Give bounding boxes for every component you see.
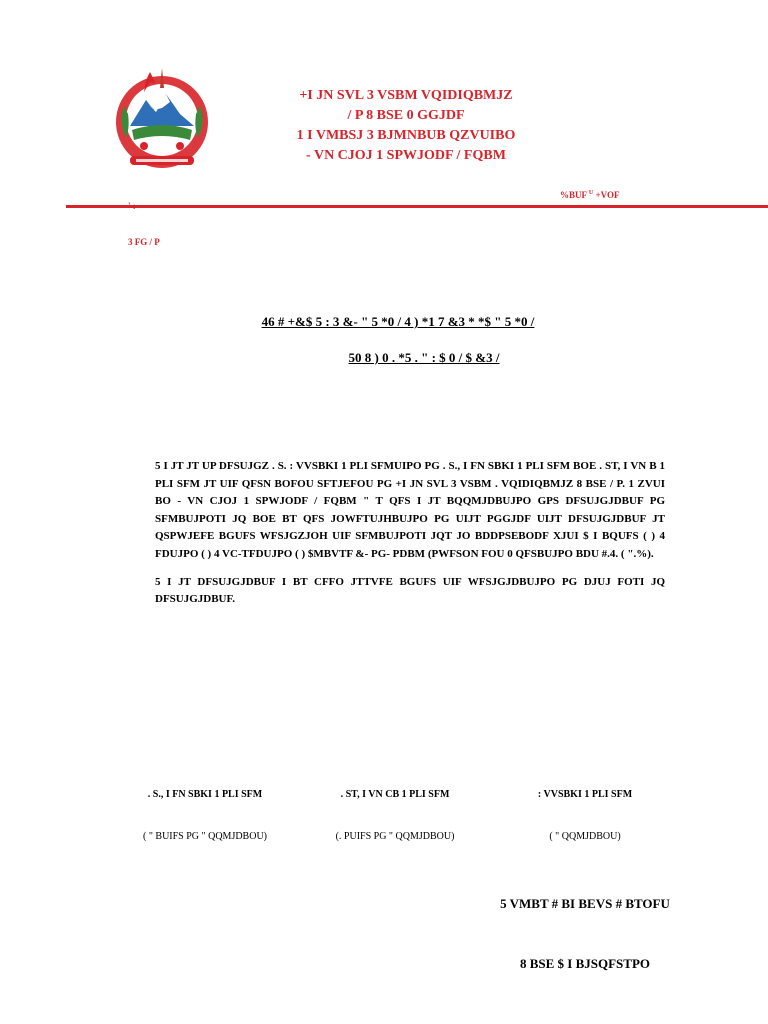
signatory-relation: ( " QQMJDBOU) (549, 831, 621, 842)
issuer-name: 5 VMBT # BI BEVS # BTOFU (500, 896, 670, 911)
nepal-emblem-icon (110, 66, 214, 176)
certificate-title: 46 # +&$ 5 : 3 &- " 5 *0 / 4 ) *1 7 &3 * *$ " 5 *0 / (261, 314, 535, 329)
reference-number-label: 3 FG / P (128, 237, 160, 247)
body-paragraph-1: 5 I JT JT UP DFSUJGZ . S. : VVSBKI 1 PLI SFMUIPO PG . S., I FN SBKI 1 PLI SFM BOE . ST, I VN B 1 PLI SFM JT UIF QFSN BOFOU SFTJEFOU PG +I JN SVL 3 VSBM . VQIDIQBMJZ 8 BSE / P. 1 ZVUI BO - VN CJOJ 1 SPWJODF / FQBM " T QFS I JT BQQMJDBUJPO GPS DFSUJGJDBUF PG SFMBUJPOTI JQ BOE BT QFS JOWFTUJHBUJPO PG UIJT PGGJDF UIJT DFSUJGJDBUF JT QSPWJEFE BGUFS WFSJGZJOH UIF SFMBUJPOTI JQT JO BDDPSEBODF XJUI $ I BQUFS ( ) 4 FDUJPO ( ) 4 VC-TFDUJPO ( ) $MBVTF &- PG- PDBM (PWFSON FOU 0 QFSBUJPO BDU #.4. ( ".%). (155, 460, 665, 560)
signatory-name: : VVSBKI 1 PLI SFM (537, 789, 633, 800)
office-letterhead (214, 86, 598, 166)
date-value: +VOF (595, 190, 620, 200)
signatory-name: . ST, I VN CB 1 PLI SFM (340, 789, 450, 800)
signatories (120, 760, 640, 842)
date-superscript: U (588, 190, 594, 196)
signatory-mother (310, 760, 480, 872)
issuing-officer (470, 854, 700, 1014)
date-label: %BUF (560, 190, 587, 200)
letterhead-line-3: 1 I VMBSJ 3 BJMNBUB QZVUIBO (296, 128, 516, 143)
certificate-subtitle: 50 8 ) 0 . *5 . " : $ 0 / $ &3 / (348, 350, 500, 365)
date-block (560, 190, 619, 200)
letterhead-line-4: - VN CJOJ 1 SPWJODF / FQBM (306, 148, 506, 163)
issuer-title: 8 BSE $ I BJSQFSTPO (519, 956, 651, 971)
header-divider (66, 205, 768, 208)
certificate-body (155, 458, 665, 619)
signatory-relation: (. PUIFS PG " QQMJDBOU) (335, 831, 455, 842)
signatory-name: . S., I FN SBKI 1 PLI SFM (147, 789, 263, 800)
signatory-relation: ( " BUIFS PG " QQMJDBOU) (142, 831, 267, 842)
letterhead-line-1: +I JN SVL 3 VSBM VQIDIQBMJZ (299, 88, 513, 103)
letterhead-line-2: / P 8 BSE 0 GGJDF (347, 108, 465, 123)
reference-block (128, 176, 160, 272)
body-paragraph-2: 5 I JT DFSUJGJDBUF I BT CFFO JTTVFE BGUFS UIF WFSJGJDBUJPO PG DJUJ FOTI JQ DFSUJGJDBUF. (155, 575, 665, 606)
signatory-father (120, 760, 290, 872)
